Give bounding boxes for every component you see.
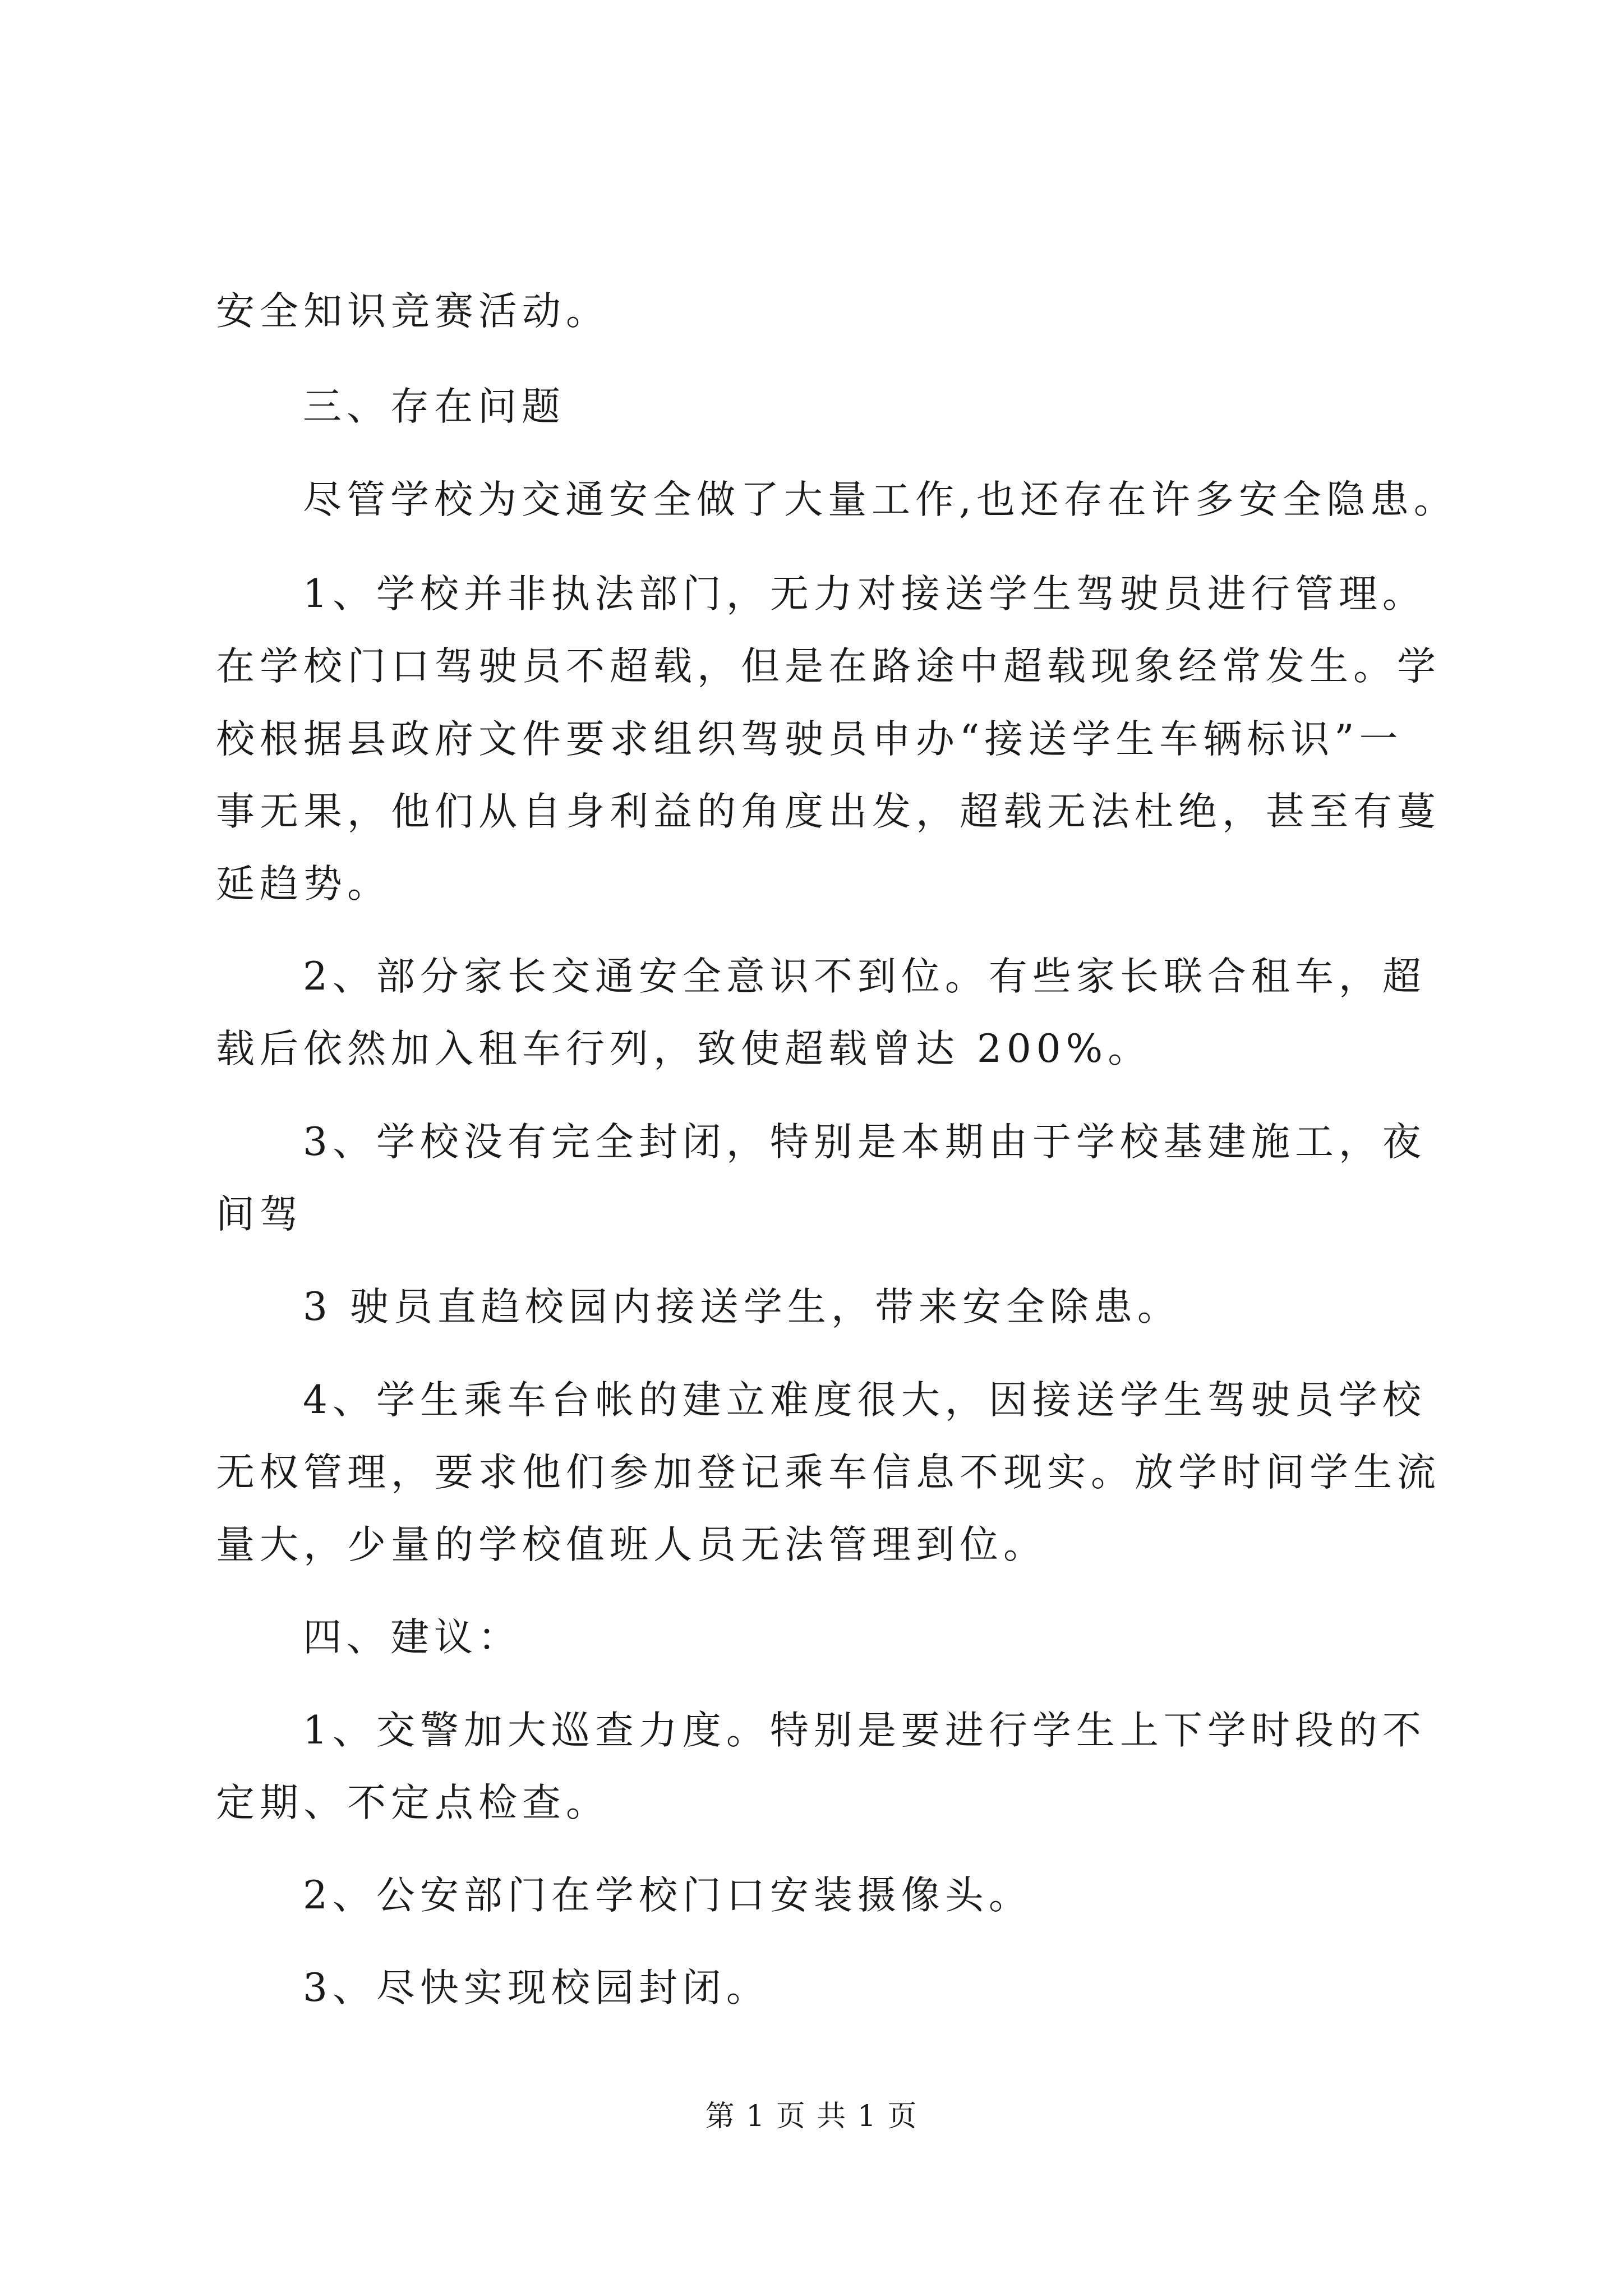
text-line: 量大，少量的学校值班人员无法管理到位。: [216, 1522, 1047, 1567]
section-heading: 三、存在问题: [303, 384, 565, 429]
text-line: 3、学校没有完全封闭，特别是本期由于学校基建施工，夜: [303, 1120, 1426, 1165]
text-line: 事无果，他们从自身利益的角度出发，超载无法杜绝，甚至有蔓: [216, 789, 1441, 834]
text-line: 1、交警加大巡查力度。特别是要进行学生上下学时段的不: [303, 1708, 1426, 1753]
text-line: 无权管理，要求他们参加登记乘车信息不现实。放学时间学生流: [216, 1450, 1441, 1495]
text-line: 3、尽快实现校园封闭。: [303, 1966, 770, 2010]
text-line: 2、公安部门在学校门口安装摄像头。: [303, 1873, 1032, 1918]
text-line: 安全知识竞赛活动。: [216, 289, 610, 334]
text-line: 1、学校并非执法部门，无力对接送学生驾驶员进行管理。: [303, 572, 1426, 616]
page-number-footer: 第 1 页 共 1 页: [705, 2100, 918, 2133]
text-line: 校根据县政府文件要求组织驾驶员申办“接送学生车辆标识”一: [216, 717, 1403, 762]
text-line: 延趋势。: [216, 862, 391, 907]
text-line: 在学校门口驾驶员不超载，但是在路途中超载现象经常发生。学: [216, 644, 1441, 689]
text-line: 尽管学校为交通安全做了大量工作,也还存在许多安全隐患。: [303, 477, 1458, 522]
text-line: 间驾: [216, 1192, 303, 1237]
text-line: 定期、不定点检查。: [216, 1780, 610, 1825]
text-line: 2、部分家长交通安全意识不到位。有些家长联合租车，超: [303, 954, 1426, 999]
text-line: 载后依然加入租车行列，致使超载曾达 200%。: [216, 1027, 1152, 1071]
text-line: 3 驶员直趋校园内接送学生，带来安全除患。: [303, 1285, 1181, 1329]
text-line: 4、学生乘车台帐的建立难度很大，因接送学生驾驶员学校: [303, 1378, 1426, 1423]
section-heading: 四、建议：: [303, 1615, 522, 1660]
